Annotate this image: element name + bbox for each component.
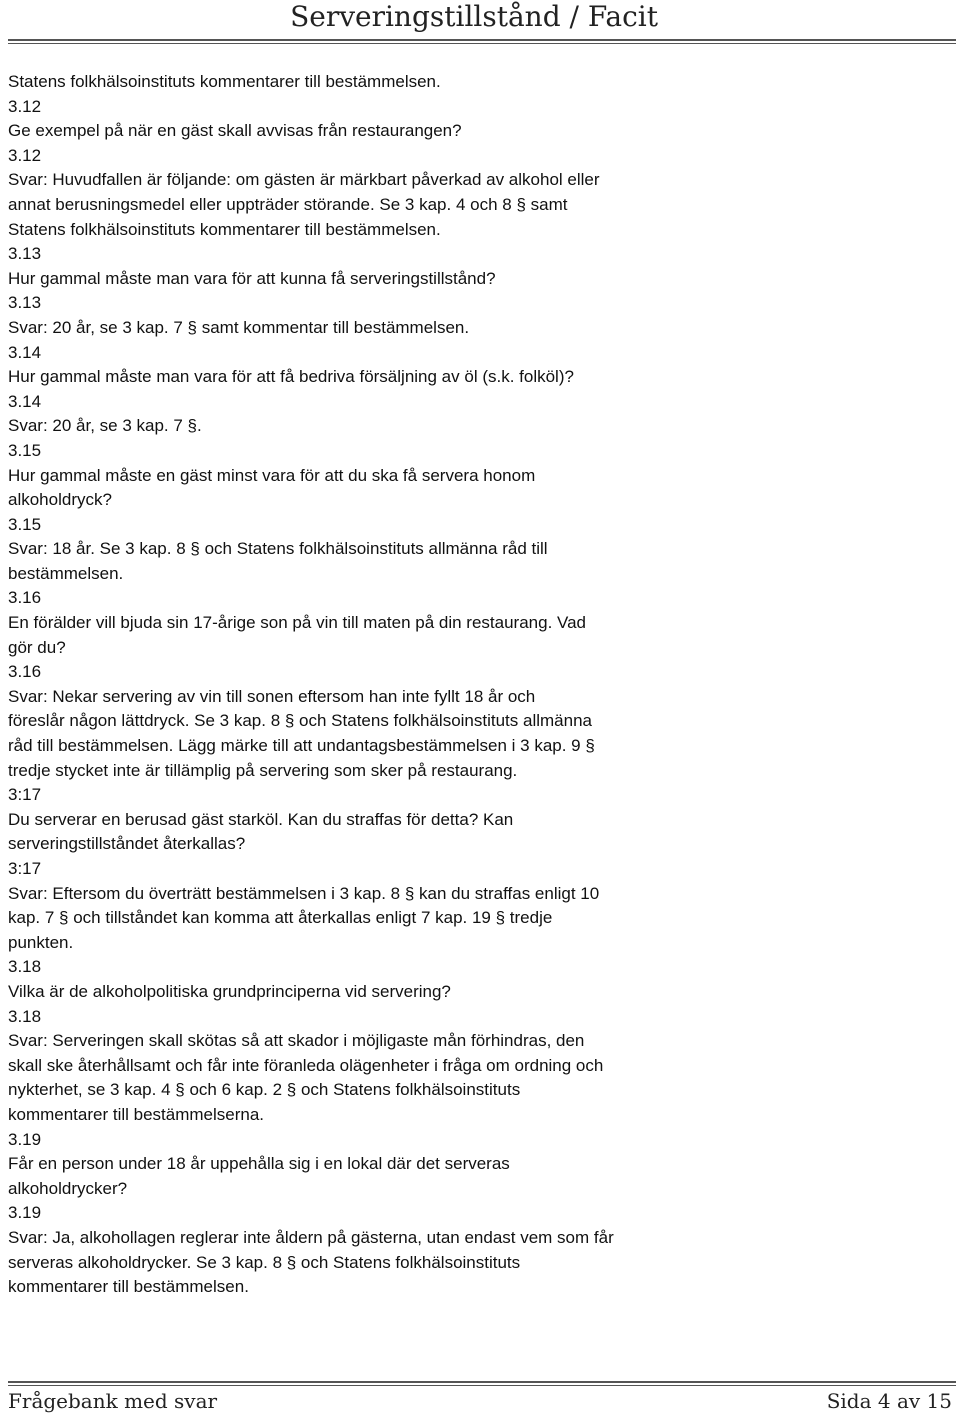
answer-number: 3.14 (8, 391, 42, 411)
text-line: Statens folkhälsoinstituts kommentarer till bestämmelsen. (8, 72, 441, 91)
answer-text: kap. 7 § och tillståndet kan komma att återkallas enligt 7 kap. 19 § tredje (8, 908, 553, 928)
question-text: En förälder vill bjuda sin 17-årige son på vin till maten på din restaurang. Vad (8, 613, 587, 633)
answer-text: annat berusningsmedel eller uppträder störande. Se 3 kap. 4 och 8 § samt (8, 194, 568, 214)
question-text: Du serverar en berusad gäst starköl. Kan du straffas för detta? Kan (8, 809, 514, 829)
question-number: 3.12 (8, 96, 42, 116)
question-number: 3.14 (8, 342, 42, 362)
document-body (8, 70, 688, 1300)
answer-text: Svar: Ja, alkohollagen reglerar inte åldern på gästerna, utan endast vem som får (8, 1227, 614, 1247)
question-text: Ge exempel på när en gäst skall avvisas från restaurangen? (8, 121, 462, 141)
question-number: 3:17 (8, 785, 42, 805)
answer-number: 3.12 (8, 145, 42, 165)
answer-text: Svar: 20 år, se 3 kap. 7 § samt kommentar till bestämmelsen. (8, 317, 470, 337)
question-text: Hur gammal måste man vara för att kunna få serveringstillstånd? (8, 268, 496, 288)
answer-text: Statens folkhälsoinstituts kommentarer till bestämmelsen. (8, 219, 441, 239)
answer-number: 3.18 (8, 1006, 42, 1026)
question-text: Får en person under 18 år uppehålla sig i en lokal där det serveras (8, 1154, 510, 1174)
answer-text: skall ske återhållsamt och får inte föranleda olägenheter i fråga om ordning och (8, 1055, 604, 1075)
answer-text: Svar: Serveringen skall skötas så att skador i möjligaste mån förhindras, den (8, 1031, 585, 1051)
answer-text: serveras alkoholdrycker. Se 3 kap. 8 § och Statens folkhälsoinstituts (8, 1252, 521, 1272)
question-number: 3.13 (8, 244, 42, 264)
question-text: serveringstillståndet återkallas? (8, 834, 246, 854)
answer-text: Svar: Eftersom du överträtt bestämmelsen i 3 kap. 8 § kan du straffas enligt 10 (8, 883, 600, 903)
question-text: alkoholdryck? (8, 490, 112, 510)
answer-text: kommentarer till bestämmelserna. (8, 1104, 265, 1124)
answer-number: 3.19 (8, 1203, 42, 1223)
answer-text: Svar: Huvudfallen är följande: om gästen är märkbart påverkad av alkohol eller (8, 170, 600, 190)
footer-divider (8, 1381, 956, 1386)
answer-text: Svar: 18 år. Se 3 kap. 8 § och Statens folkhälsoinstituts allmänna råd till (8, 539, 548, 559)
answer-text: Svar: Nekar servering av vin till sonen eftersom han inte fyllt 18 år och (8, 686, 536, 706)
answer-text: Svar: 20 år, se 3 kap. 7 §. (8, 416, 202, 436)
answer-number: 3:17 (8, 859, 42, 878)
question-text: Hur gammal måste man vara för att få bedriva försäljning av öl (s.k. folköl)? (8, 367, 574, 387)
answer-text: föreslår någon lättdryck. Se 3 kap. 8 § och Statens folkhälsoinstituts allmänna (8, 711, 592, 731)
question-text: alkoholdrycker? (8, 1178, 128, 1198)
answer-text: råd till bestämmelsen. Lägg märke till att undantagsbestämmelsen i 3 kap. 9 § (8, 736, 595, 756)
question-number: 3.18 (8, 957, 42, 977)
answer-number: 3.16 (8, 662, 42, 682)
answer-text: bestämmelsen. (8, 563, 124, 583)
header-divider (8, 39, 956, 44)
page-header-title: Serveringstillstånd / Facit (290, 0, 658, 33)
footer-page-number: Sida 4 av 15 (826, 1389, 952, 1413)
answer-number: 3.13 (8, 293, 42, 313)
question-number: 3.19 (8, 1129, 42, 1149)
question-number: 3.15 (8, 440, 42, 460)
answer-text: punkten. (8, 932, 74, 952)
question-text: gör du? (8, 637, 66, 657)
answer-text: tredje stycket inte är tillämplig på servering som sker på restaurang. (8, 760, 518, 780)
question-text: Vilka är de alkoholpolitiska grundprinciperna vid servering? (8, 981, 451, 1001)
answer-number: 3.15 (8, 514, 42, 534)
answer-text: nykterhet, se 3 kap. 4 § och 6 kap. 2 § och Statens folkhälsoinstituts (8, 1080, 521, 1100)
answer-text: kommentarer till bestämmelsen. (8, 1277, 249, 1297)
question-number: 3.16 (8, 588, 42, 608)
question-text: Hur gammal måste en gäst minst vara för att du ska få servera honom (8, 465, 536, 485)
footer-document-title: Frågebank med svar (8, 1389, 218, 1413)
